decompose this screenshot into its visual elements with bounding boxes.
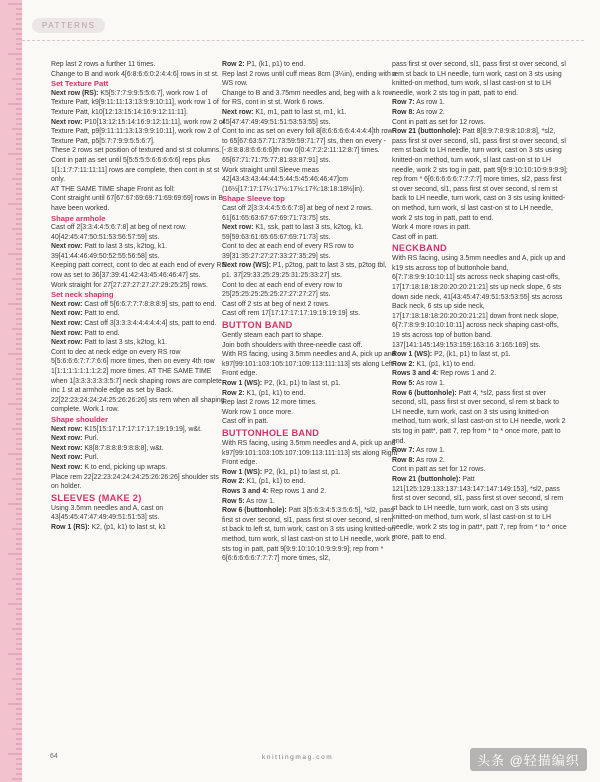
- row-label: Row 6 (buttonhole):: [222, 507, 287, 515]
- instruction-paragraph: These 2 rows set position of textured and st st columns.: [51, 147, 222, 155]
- row-label: Next row:: [51, 463, 83, 471]
- row-label: Row 2:: [222, 478, 245, 486]
- instruction-text: Patt to last 3 sts, k2tog, k1. 39[41:44:46:49:50:52:55:56:58] sts.: [51, 243, 168, 260]
- row-label: Next row (WS):: [222, 262, 271, 270]
- row-label: Row 2:: [222, 389, 245, 397]
- instruction-text: P2, (k1, p1) to last st, p1.: [262, 468, 341, 476]
- instruction-text: K1, (p1, k1) to end.: [244, 389, 306, 397]
- text-column-1: [51, 60, 227, 533]
- instruction-paragraph: [392, 369, 568, 379]
- instruction-paragraph: [392, 389, 568, 447]
- instruction-text: Patt to last 3 sts, k2tog, k1.: [82, 339, 168, 347]
- row-label: Row 1 (WS):: [222, 468, 263, 476]
- footer-site: knittingmag.com: [262, 754, 334, 761]
- instruction-paragraph: [222, 223, 398, 242]
- instruction-text: K1, ssk, patt to last 3 sts, k2tog, k1. 59[59:63:61:65:65:67:69:71:73] sts.: [222, 224, 364, 241]
- header-divider: [22, 40, 584, 41]
- row-label: Next row:: [51, 329, 83, 337]
- instruction-paragraph: [222, 487, 398, 497]
- instruction-text: K2, (p1, k1) to last st, k1: [89, 523, 166, 531]
- subheading: Shape Sleeve top: [222, 194, 285, 204]
- instruction-text: Patt 121[125:129:133:137:143:147:147:149:153], *sl2, pass first st over second, sl1, pass first st over second, sl rem st back to LH needle, turn work, cast on 3 sts using knitted-on method, turn work, sl last cast-on st to LH needle, work 2 sts tog in patt*, patt 7, rep from * to * once more, patt to end.: [392, 475, 567, 541]
- instruction-paragraph: [392, 456, 568, 466]
- instruction-text: K1, m1, patt to last st, m1, k1. 45[47:47:49:49:51:51:53:53:55] sts.: [222, 108, 347, 126]
- instruction-paragraph: [51, 319, 227, 329]
- instruction-paragraph: Cont in patt as set until 5[5:5:5:5:6:6:6:6:6] reps plus 1[1:1:7:7:11:11:11] rows are complete, then cont in st st only.: [51, 156, 220, 184]
- instruction-paragraph: [392, 446, 568, 456]
- instruction-paragraph: [392, 475, 568, 542]
- instruction-paragraph: Cont to dec at each end of every RS row to 39[31:35:27:27:27:33:27:35:29] sts.: [222, 243, 354, 260]
- instruction-paragraph: Join both shoulders with three-needle cast off.: [222, 341, 363, 349]
- instruction-text: K1, (p1, k1) to end.: [414, 360, 476, 368]
- instruction-paragraph: [51, 89, 227, 118]
- row-label: Row 1 (WS):: [222, 380, 263, 387]
- row-label: Next row:: [51, 454, 83, 462]
- instruction-text: P2, (k1, p1) to last st, p1.: [262, 380, 341, 387]
- instruction-text: Purl.: [82, 454, 99, 462]
- instruction-paragraph: [392, 360, 568, 370]
- row-label: Row 7:: [392, 99, 415, 107]
- row-label: Next row:: [51, 425, 83, 433]
- instruction-paragraph: Cont to inc as set on every foll 8[8:6:6:6:6:4:4:4:4]th row to 65[67:63:57:71:73:59:59:71:77] sts, then on every -[-:8:8:8:8:6:6:6:6]th row 0[0:4:7:2:2:11:12:8:7] times. 65[67:71:71:75:77:81:83:87:91] sts.: [222, 128, 393, 164]
- instruction-paragraph: Rep last 2 rows until cuff meas 8cm (3¼in), ending with a WS row.: [222, 70, 397, 88]
- instruction-text: Patt 8[8:9:7:8:9:8:10:8:8], *sl2, pass first st over second, sl1, pass first st over second, sl rem st back to LH needle, turn work, cast on 3 sts using knitted-on method, turn work, sl last cast-on st to LH needle, work 2 sts tog in patt, patt 9[9:9:10:10:10:9:9:9:9]; rep from * 6[6:6:6:6:6:7:7:7:7] more times, sl2, pass first st over second, sl1, pass first st over second, sl rem st back to LH needle, turn work, cast on 3 sts using knitted-on method, turn work, sl last cast-on st to LH needle, work 2 sts tog in patt, patt to end.: [392, 128, 568, 222]
- instruction-paragraph: Change to B and work 4[6:8:6:6:0:2:4:4:6] rows in st st.: [51, 70, 219, 78]
- row-label: Next row:: [222, 224, 254, 232]
- instruction-paragraph: [222, 108, 398, 127]
- instruction-text: As row 1.: [414, 380, 445, 387]
- row-label: Row 8:: [392, 108, 415, 116]
- instruction-paragraph: [51, 434, 227, 444]
- instruction-text: Patt to end.: [82, 329, 120, 337]
- row-label: Row 7:: [392, 447, 415, 455]
- instruction-text: Cast off 3[3:3:3:4:4:4:4:4:4] sts, patt to end.: [82, 320, 217, 328]
- row-label: Next row:: [51, 310, 83, 318]
- instruction-text: As row 1.: [244, 497, 275, 505]
- instruction-text: K8[8:7:8:8:8:9:8:8:8], w&t.: [82, 444, 164, 452]
- instruction-text: P10[13:12:15:14:16:9:12:11:11], work row 2 of Texture Patt, p9[9:11:11:13:13:9:9:10:11], work row 2 of Texture Patt, p5[5:7:7:9:9:5:5:6:7].: [51, 118, 225, 145]
- row-label: Row 2:: [222, 61, 245, 68]
- instruction-paragraph: Cont in patt as set for 12 rows.: [392, 466, 486, 474]
- text-column-2: [222, 60, 398, 564]
- instruction-paragraph: [51, 242, 227, 261]
- instruction-text: Patt 3[5:6:3:4:5:3:5:6:5], *sl2, pass first st over second, sl1, pass first st over second, sl rem st back to left st, turn work, cast on 3 sts using knitted-on method, turn work, sl last cast-on st to LH needle, work 2 sts tog in patt, patt 9[9:9:10:10:10:9:9:9:9]; rep from * 6[6:6:6:6:6:7:7:7:7] more times, sl2,: [222, 507, 396, 563]
- instruction-paragraph: [222, 497, 398, 507]
- instruction-paragraph: AT THE SAME TIME shape Front as foll:: [51, 185, 175, 193]
- instruction-paragraph: Cont to dec at each end of every row to 25[25:25:25:25:25:27:27:27:27] sts.: [222, 281, 343, 299]
- instruction-paragraph: [392, 350, 568, 360]
- instruction-paragraph: [392, 108, 568, 118]
- instruction-text: P1, (k1, p1) to end.: [244, 61, 306, 68]
- measuring-tape-ticks: [0, 0, 22, 782]
- instruction-paragraph: Work row 1 once more.: [222, 408, 294, 416]
- instruction-text: Purl.: [82, 435, 99, 443]
- instruction-text: Cast off 5[6:6:7:7:7:8:8:8:9] sts, patt to end.: [82, 300, 217, 308]
- instruction-paragraph: Work 4 more rows in patt.: [392, 224, 471, 232]
- instruction-paragraph: Cont straight until 67[67:67:69:69:71:69:69:69] rows in B have been worked.: [51, 195, 223, 212]
- section-heading: SLEEVES (MAKE 2): [51, 492, 142, 503]
- section-heading: NECKBAND: [392, 243, 447, 254]
- watermark: 头条 @轻描编织: [470, 748, 587, 771]
- instruction-paragraph: Cast off 2[3:3:4:4:5:6:7:8] at beg of next row. 40[42:45:47:50:51:53:56:57:59] sts.: [51, 224, 187, 241]
- instruction-text: Rep rows 1 and 2.: [268, 487, 327, 495]
- instruction-paragraph: Place rem 22[22:23:24:24:24:25:26:26:26] shoulder sts on holder.: [51, 473, 219, 491]
- instruction-text: K5[5:7:7:9:9:5:5:6:7], work row 1 of Texture Patt, k9[9:11:11:13:13:9:9:10:11], work row 1 of Texture Patt, k10[12:13:15:14:16:9:12:11:11].: [51, 89, 219, 116]
- row-label: Row 6 (buttonhole):: [392, 389, 457, 397]
- instruction-paragraph: Cast off 2 sts at beg of next 2 rows.: [222, 300, 330, 308]
- instruction-paragraph: [51, 338, 227, 348]
- instruction-text: K to end, picking up wraps.: [82, 463, 168, 471]
- row-label: Next row:: [51, 118, 83, 126]
- page-number: 64: [50, 753, 58, 760]
- row-label: Row 1 (WS):: [392, 351, 433, 359]
- instruction-paragraph: [51, 453, 227, 463]
- instruction-paragraph: Using 3.5mm needles and A, cast on 43[45:45:47:47:49:49:51:51:53] sts.: [51, 504, 164, 522]
- text-column-3: [392, 60, 568, 542]
- instruction-paragraph: Rep last 2 rows a further 11 times.: [51, 61, 156, 68]
- subheading: Shape shoulder: [51, 414, 108, 424]
- instruction-paragraph: [51, 118, 227, 147]
- instruction-text: Patt 4, *sl2, pass first st over second, sl1, pass first st over second, sl rem st back to LH needle, turn work, cast on 3 sts using knitted-on method, turn work, sl last cast-on st to LH needle, work 2 sts tog in patt*, patt 7, rep from * to * once more, patt to end.: [392, 389, 566, 445]
- instruction-paragraph: Cast off rem 17[17:17:17:17:19:19:19:19] sts.: [222, 310, 361, 318]
- instruction-text: P2, (k1, p1) to last st, p1.: [432, 351, 511, 359]
- row-label: Next row:: [51, 339, 83, 347]
- instruction-paragraph: Cast off in patt.: [392, 233, 439, 241]
- instruction-paragraph: [51, 329, 227, 339]
- row-label: Row 1 (RS):: [51, 523, 90, 531]
- instruction-paragraph: Cont in patt as set for 12 rows.: [392, 118, 486, 126]
- row-label: Next row:: [51, 320, 83, 328]
- instruction-paragraph: Work straight for 27[27:27:27:27:27:29:25:25] rows.: [51, 281, 208, 289]
- row-label: Next row:: [51, 300, 83, 308]
- row-label: Rows 3 and 4:: [222, 487, 269, 495]
- instruction-paragraph: With RS facing, using 3.5mm needles and A, pick up and k19 sts across top of buttonhole band, 6[7:7:8:9:9:10:10:11] sts across neck shaping cast-offs, 17[17:18:18:18:20:20:20:21:21] sts up neck slope, 6 sts down side neck, 41[43:45:47:49:51:53:53:55] sts across Back neck, 6 sts up side neck, 17[17:18:18:18:20:20:20:21:21] down front neck slope, 6[7:7:8:9:9:10:10:10:11] across neck shaping cast-offs, 19 sts across top of button band. 137[141:145:149:153:159:163:16 3:165:169] sts.: [392, 255, 566, 349]
- instruction-paragraph: Change to B and 3.75mm needles and, beg with a k row for RS, cont in st st. Work 6 rows.: [222, 89, 394, 107]
- instruction-paragraph: Cont to dec at neck edge on every RS row 5[5:6:6:6:7:7:7:6:6] more times, then on every 4th row 1[1:1:1:1:1:1:1:2:2] more times. AT THE SAME TIME when 1[3:3:3:3:3:3:5:7] neck shaping rows are complete, inc 1 st at armhole edge as set by Back. 22[22:23:24:24:24:25:26:26:26] sts rem when all shaping complete. Work 1 row.: [51, 348, 225, 414]
- instruction-paragraph: [222, 60, 398, 70]
- instruction-text: P1, p2tog, patt to last 3 sts, p2tog tbl, p1. 37[29:33:25:29:25:31:25:33:27] sts.: [222, 262, 387, 280]
- instruction-text: Patt to end.: [82, 310, 120, 318]
- instruction-paragraph: With RS facing, using 3.5mm needles and A, pick up and k97[99:101:103:105:107:109:113:111:113] sts along Left Front edge.: [222, 351, 396, 378]
- instruction-paragraph: [222, 389, 398, 399]
- instruction-paragraph: Work straight until Sleeve meas 42[43:43:43:44:44:5:44:5:45:46:46:47]cm (16½[17:17:17¼:17½:17½:17¾:18:18:18½]in).: [222, 166, 365, 193]
- instruction-text: As row 2.: [414, 456, 445, 464]
- row-label: Next row:: [51, 435, 83, 443]
- instruction-paragraph: Cast off 2[3:3:4:4:5:6:6:7:8] at beg of next 2 rows. 61[61:65:63:67:67:69:71:73:75] sts.: [222, 204, 373, 222]
- instruction-paragraph: pass first st over second, sl1, pass first st over second, sl rem st back to LH needle, turn work, cast on 3 sts using knitted-on method, turn work, sl last cast-on st to LH needle, work 2 sts tog in patt, patt to end.: [392, 61, 566, 97]
- instruction-paragraph: [222, 506, 398, 564]
- subheading: Shape armhole: [51, 213, 106, 223]
- instruction-paragraph: [392, 379, 568, 389]
- instruction-paragraph: [51, 300, 227, 310]
- instruction-paragraph: [51, 523, 227, 533]
- subheading: Set neck shaping: [51, 290, 114, 300]
- row-label: Row 5:: [222, 497, 245, 505]
- instruction-paragraph: [392, 98, 568, 108]
- instruction-paragraph: [51, 309, 227, 319]
- instruction-paragraph: [392, 127, 568, 223]
- instruction-paragraph: [222, 468, 398, 478]
- instruction-text: Rep rows 1 and 2.: [438, 370, 497, 378]
- instruction-text: As row 1.: [414, 447, 445, 455]
- section-tab: PATTERNS: [32, 18, 105, 33]
- instruction-paragraph: Keeping patt correct, cont to dec at each end of every RS row as set to 36[37:39:41:42:43:45:46:46:47] sts.: [51, 262, 227, 280]
- instruction-paragraph: [222, 379, 398, 389]
- row-label: Row 21 (buttonhole):: [392, 128, 461, 136]
- instruction-text: K1, (p1, k1) to end.: [244, 478, 306, 486]
- row-label: Row 5:: [392, 380, 415, 387]
- instruction-paragraph: [51, 463, 227, 473]
- section-heading: BUTTONHOLE BAND: [222, 427, 320, 438]
- instruction-paragraph: Gently steam each part to shape.: [222, 332, 324, 340]
- row-label: Next row (RS):: [51, 89, 99, 97]
- row-label: Next row:: [51, 444, 83, 452]
- row-label: Row 8:: [392, 456, 415, 464]
- subheading: Set Texture Patt: [51, 79, 109, 89]
- section-heading: BUTTON BAND: [222, 320, 293, 331]
- instruction-paragraph: [222, 261, 398, 280]
- measuring-tape: [0, 0, 22, 782]
- row-label: Next row:: [222, 108, 254, 116]
- instruction-text: As row 2.: [414, 108, 445, 116]
- instruction-paragraph: With RS facing, using 3.5mm needles and A, pick up and k97[99:101:103:105:107:109:113:111:113] sts along Right Front edge.: [222, 439, 398, 467]
- instruction-paragraph: [51, 444, 227, 454]
- row-label: Row 21 (buttonhole):: [392, 475, 461, 483]
- instruction-text: K15[15:17:17:17:17:17:19:19:19], w&t.: [82, 425, 202, 433]
- instruction-paragraph: Cast off in patt.: [222, 418, 269, 426]
- instruction-text: As row 1.: [414, 99, 445, 107]
- row-label: Rows 3 and 4:: [392, 370, 439, 378]
- row-label: Row 2:: [392, 360, 415, 368]
- instruction-paragraph: Rep last 2 rows 12 more times.: [222, 399, 317, 407]
- instruction-paragraph: [222, 477, 398, 487]
- row-label: Next row:: [51, 243, 83, 251]
- instruction-paragraph: [51, 425, 227, 435]
